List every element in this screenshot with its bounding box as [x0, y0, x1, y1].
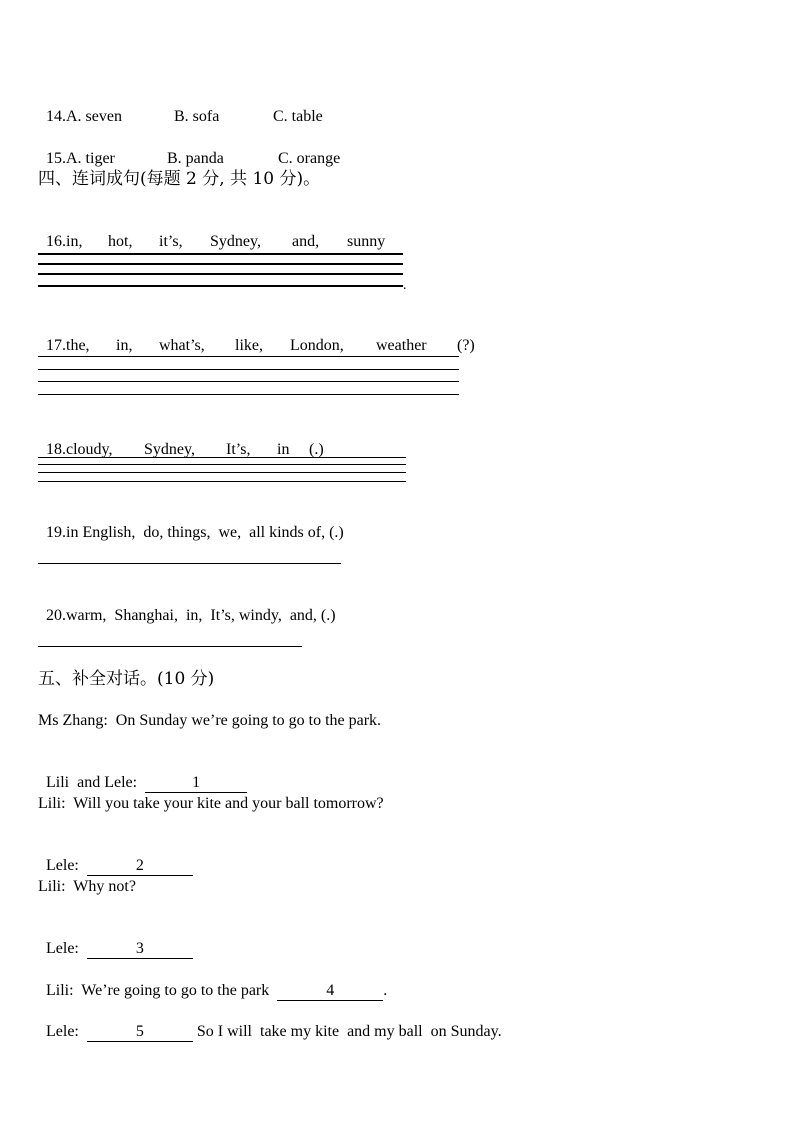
word: in [277, 441, 290, 458]
word: in, [66, 233, 83, 250]
speaker-text: Lili and Lele: [46, 774, 146, 791]
dialogue-line [38, 753, 247, 793]
question-number: 14. [46, 108, 66, 125]
answer-line[interactable] [38, 381, 459, 382]
word: hot, [108, 233, 133, 250]
question-15 [38, 129, 340, 169]
answer-line[interactable] [38, 472, 406, 473]
dialogue-line [38, 836, 193, 876]
question-number: 16. [46, 233, 66, 250]
answer-line[interactable] [38, 464, 406, 465]
word: (?) [457, 337, 475, 354]
word: London, [290, 337, 344, 354]
option-c: C. table [273, 108, 323, 125]
speaker-text: Lili: We’re going to go to the park [46, 982, 278, 999]
option-b: B. panda [167, 150, 224, 167]
question-number: 17. [46, 337, 66, 354]
word: cloudy, [66, 441, 113, 458]
answer-line[interactable] [38, 481, 406, 482]
word: Sydney, [210, 233, 261, 250]
word: it’s, [159, 233, 183, 250]
answer-line[interactable] [38, 394, 459, 395]
question-number: 20. [46, 607, 66, 624]
word: and, [292, 233, 320, 250]
dialogue-line: Lili: Will you take your kite and your ball tomorrow? [38, 795, 384, 812]
word: like, [235, 337, 263, 354]
question-14 [38, 87, 323, 127]
answer-line[interactable] [38, 263, 403, 265]
dialogue-line: Ms Zhang: On Sunday we’re going to go to the park. [38, 712, 382, 729]
word: in, [116, 337, 133, 354]
question-number: 15. [46, 150, 66, 167]
post-text: . [383, 982, 388, 999]
section-4-heading: 四、连词成句(每题 2 分, 共 10 分)。 [38, 169, 321, 189]
question-20 [38, 586, 336, 626]
word: (.) [309, 441, 324, 458]
word: sunny [347, 233, 386, 250]
dialogue-line: Lili: Why not? [38, 878, 136, 895]
word: It’s, [226, 441, 251, 458]
question-19 [38, 503, 344, 543]
question-text: warm, Shanghai, in, It’s, windy, and, (.) [66, 607, 336, 624]
answer-line[interactable] [38, 646, 302, 647]
speaker-text: Lele: [46, 857, 87, 874]
option-b: B. sofa [174, 108, 220, 125]
answer-line[interactable] [38, 285, 403, 287]
word: the, [66, 337, 90, 354]
answer-blank[interactable]: 2 [87, 857, 193, 876]
question-number: 19. [46, 524, 66, 541]
speaker-text: Lele: [46, 1023, 87, 1040]
option-a: A. seven [66, 108, 122, 125]
answer-blank[interactable]: 3 [87, 940, 193, 959]
question-17 [38, 316, 475, 356]
question-number: 18. [46, 441, 66, 458]
question-16 [38, 212, 385, 252]
answer-line[interactable] [38, 457, 406, 458]
answer-blank[interactable]: 5 [87, 1023, 193, 1042]
question-text: in English, do, things, we, all kinds of, (.) [66, 524, 344, 541]
question-18 [38, 420, 324, 460]
word: what’s, [159, 337, 205, 354]
section-5-heading: 五、补全对话。(10 分) [38, 669, 215, 689]
answer-blank[interactable]: 4 [277, 982, 383, 1001]
dialogue-line [38, 919, 193, 959]
answer-line[interactable] [38, 356, 459, 357]
answer-line[interactable] [38, 273, 403, 275]
speaker-text: Lele: [46, 940, 87, 957]
end-period: . [403, 278, 407, 293]
word: weather [376, 337, 427, 354]
dialogue-line [38, 961, 387, 1001]
answer-line[interactable] [38, 369, 459, 370]
answer-blank[interactable]: 1 [145, 774, 247, 793]
post-text: So I will take my kite and my ball on Sunday. [192, 1023, 502, 1040]
dialogue-line [38, 1002, 502, 1042]
answer-line[interactable] [38, 563, 341, 564]
answer-line[interactable] [38, 253, 403, 255]
option-c: C. orange [278, 150, 341, 167]
word: Sydney, [144, 441, 195, 458]
option-a: A. tiger [66, 150, 115, 167]
